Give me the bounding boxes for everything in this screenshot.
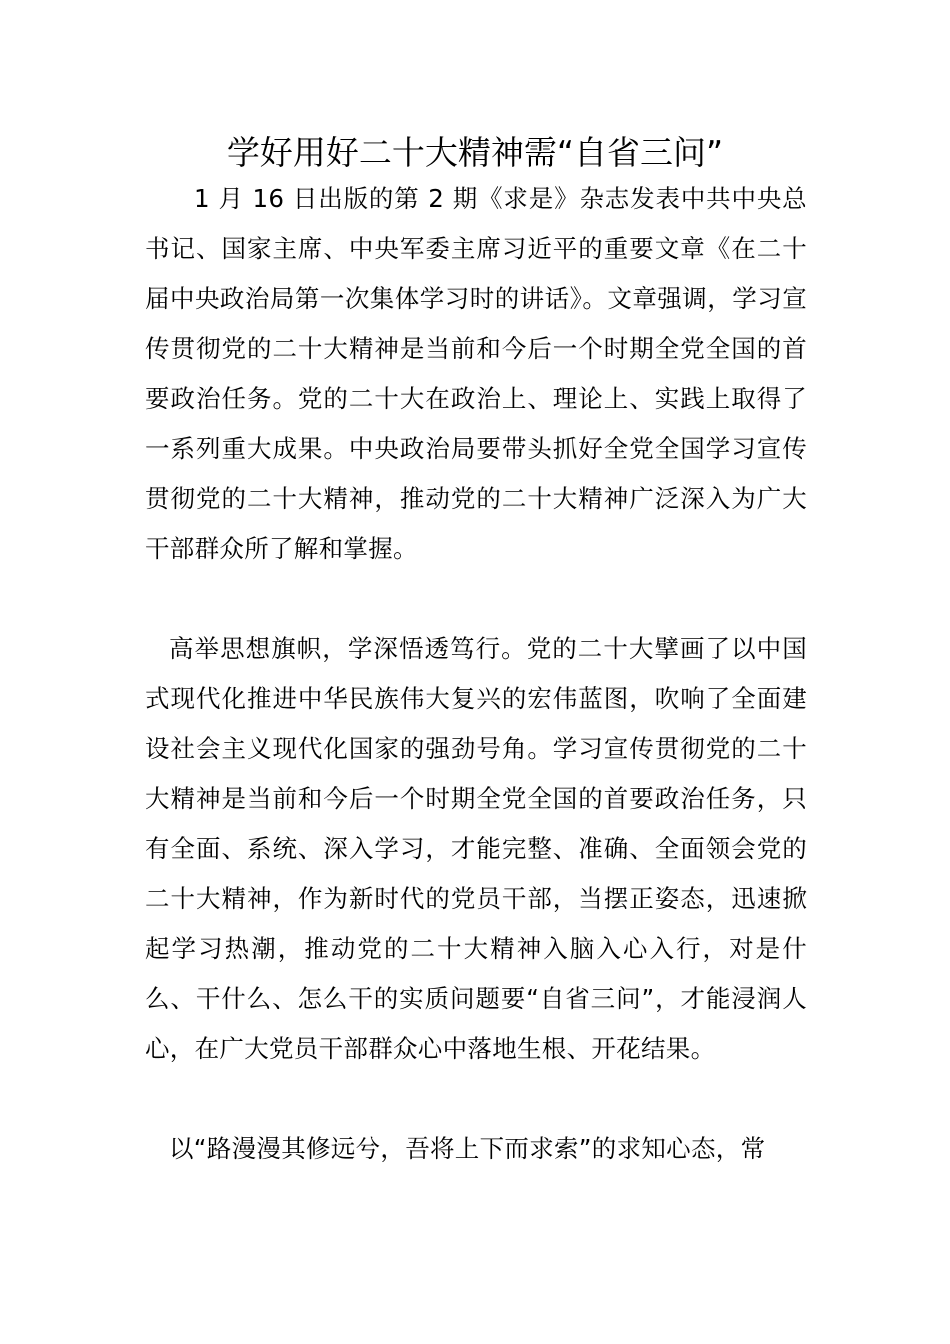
paragraph-intro: 1 月 16 日出版的第 2 期《求是》杂志发表中共中央总书记、国家主席、中央军委主席习近平的重要文章《在二十届中央政治局第一次集体学习时的讲话》。文章强调，学习宣传贯彻党的二十大精神是当前和今后一个时期全党全国的首要政治任务。党的二十大在政治上、理论上、实践上取得了一系列重大成果。中央政治局要带头抓好全党全国学习宣传贯彻党的二十大精神，推动党的二十大精神广泛深入为广大干部群众所了解和掌握。 (145, 184, 807, 563)
paragraph-ideological-banner: 高举思想旗帜，学深悟透笃行。党的二十大擘画了以中国式现代化推进中华民族伟大复兴的宏伟蓝图，吹响了全面建设社会主义现代化国家的强劲号角。学习宣传贯彻党的二十大精神是当前和今后一个时期全党全国的首要政治任务，只有全面、系统、深入学习，才能完整、准确、全面领会党的二十大精神，作为新时代的党员干部，当摆正姿态，迅速掀起学习热潮，推动党的二十大精神入脑入心入行，对是什么、干什么、怎么干的实质问题要“自省三问”，才能浸润人心，在广大党员干部群众心中落地生根、开花结果。 (145, 634, 807, 1063)
paragraph-spacer (145, 1074, 807, 1124)
document-title: 学好用好二十大精神需“自省三问” (226, 133, 724, 172)
paragraph-spacer (145, 574, 807, 624)
paragraph-quest-for-knowledge: 以“路漫漫其修远兮，吾将上下而求索”的求知心态，常 (169, 1134, 766, 1163)
document-body (145, 174, 807, 1174)
